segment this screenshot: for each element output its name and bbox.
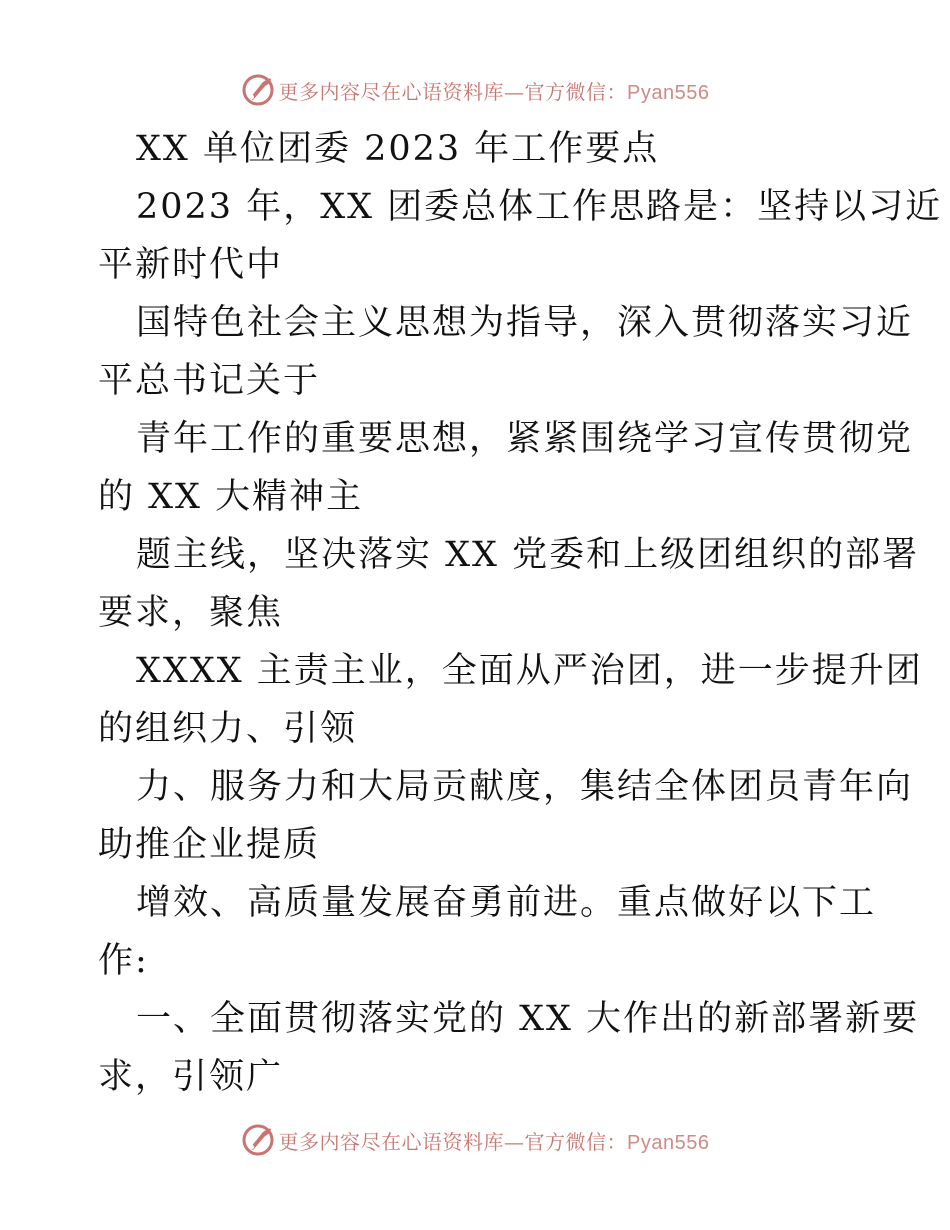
text-line: 要求，聚焦: [98, 593, 284, 633]
watermark-header: [0, 70, 950, 110]
text-line: 题主线，坚决落实 XX 党委和上级团组织的部署: [136, 535, 920, 575]
text-line: 青年工作的重要思想，紧紧围绕学习宣传贯彻党: [136, 419, 914, 459]
text-line: 增效、高质量发展奋勇前进。重点做好以下工: [136, 883, 877, 923]
text-line: 的 XX 大精神主: [98, 477, 364, 517]
quill-logo-icon: [241, 1123, 275, 1157]
text-line: 的组织力、引领: [98, 709, 358, 749]
text-line: XXXX 主责主业，全面从严治团，进一步提升团: [136, 651, 923, 691]
text-line: XX 单位团委 2023 年工作要点: [136, 129, 660, 169]
text-line: 国特色社会主义思想为指导，深入贯彻落实习近: [136, 303, 914, 343]
watermark-wechat-id: Pyan556: [627, 81, 710, 104]
watermark-text: [279, 1126, 710, 1155]
text-line: 平总书记关于: [98, 361, 321, 401]
text-line: 助推企业提质: [98, 825, 321, 865]
watermark-wechat-id: Pyan556: [627, 1131, 710, 1154]
quill-logo-icon: [241, 73, 275, 107]
watermark-label: 更多内容尽在心语资料库—官方微信：: [278, 79, 628, 104]
watermark-footer: [0, 1120, 950, 1160]
text-line: 力、服务力和大局贡献度，集结全体团员青年向: [136, 767, 914, 807]
text-line: 一、全面贯彻落实党的 XX 大作出的新部署新要: [136, 999, 920, 1039]
watermark-label: 更多内容尽在心语资料库—官方微信：: [278, 1129, 628, 1154]
document-body: [98, 120, 943, 1106]
text-line: 求，引领广: [98, 1057, 284, 1097]
text-line: 作:: [98, 941, 149, 981]
text-line: 平新时代中: [98, 245, 284, 285]
text-line: 2023 年，XX 团委总体工作思路是：坚持以习近: [136, 187, 943, 227]
watermark-text: [279, 76, 710, 105]
